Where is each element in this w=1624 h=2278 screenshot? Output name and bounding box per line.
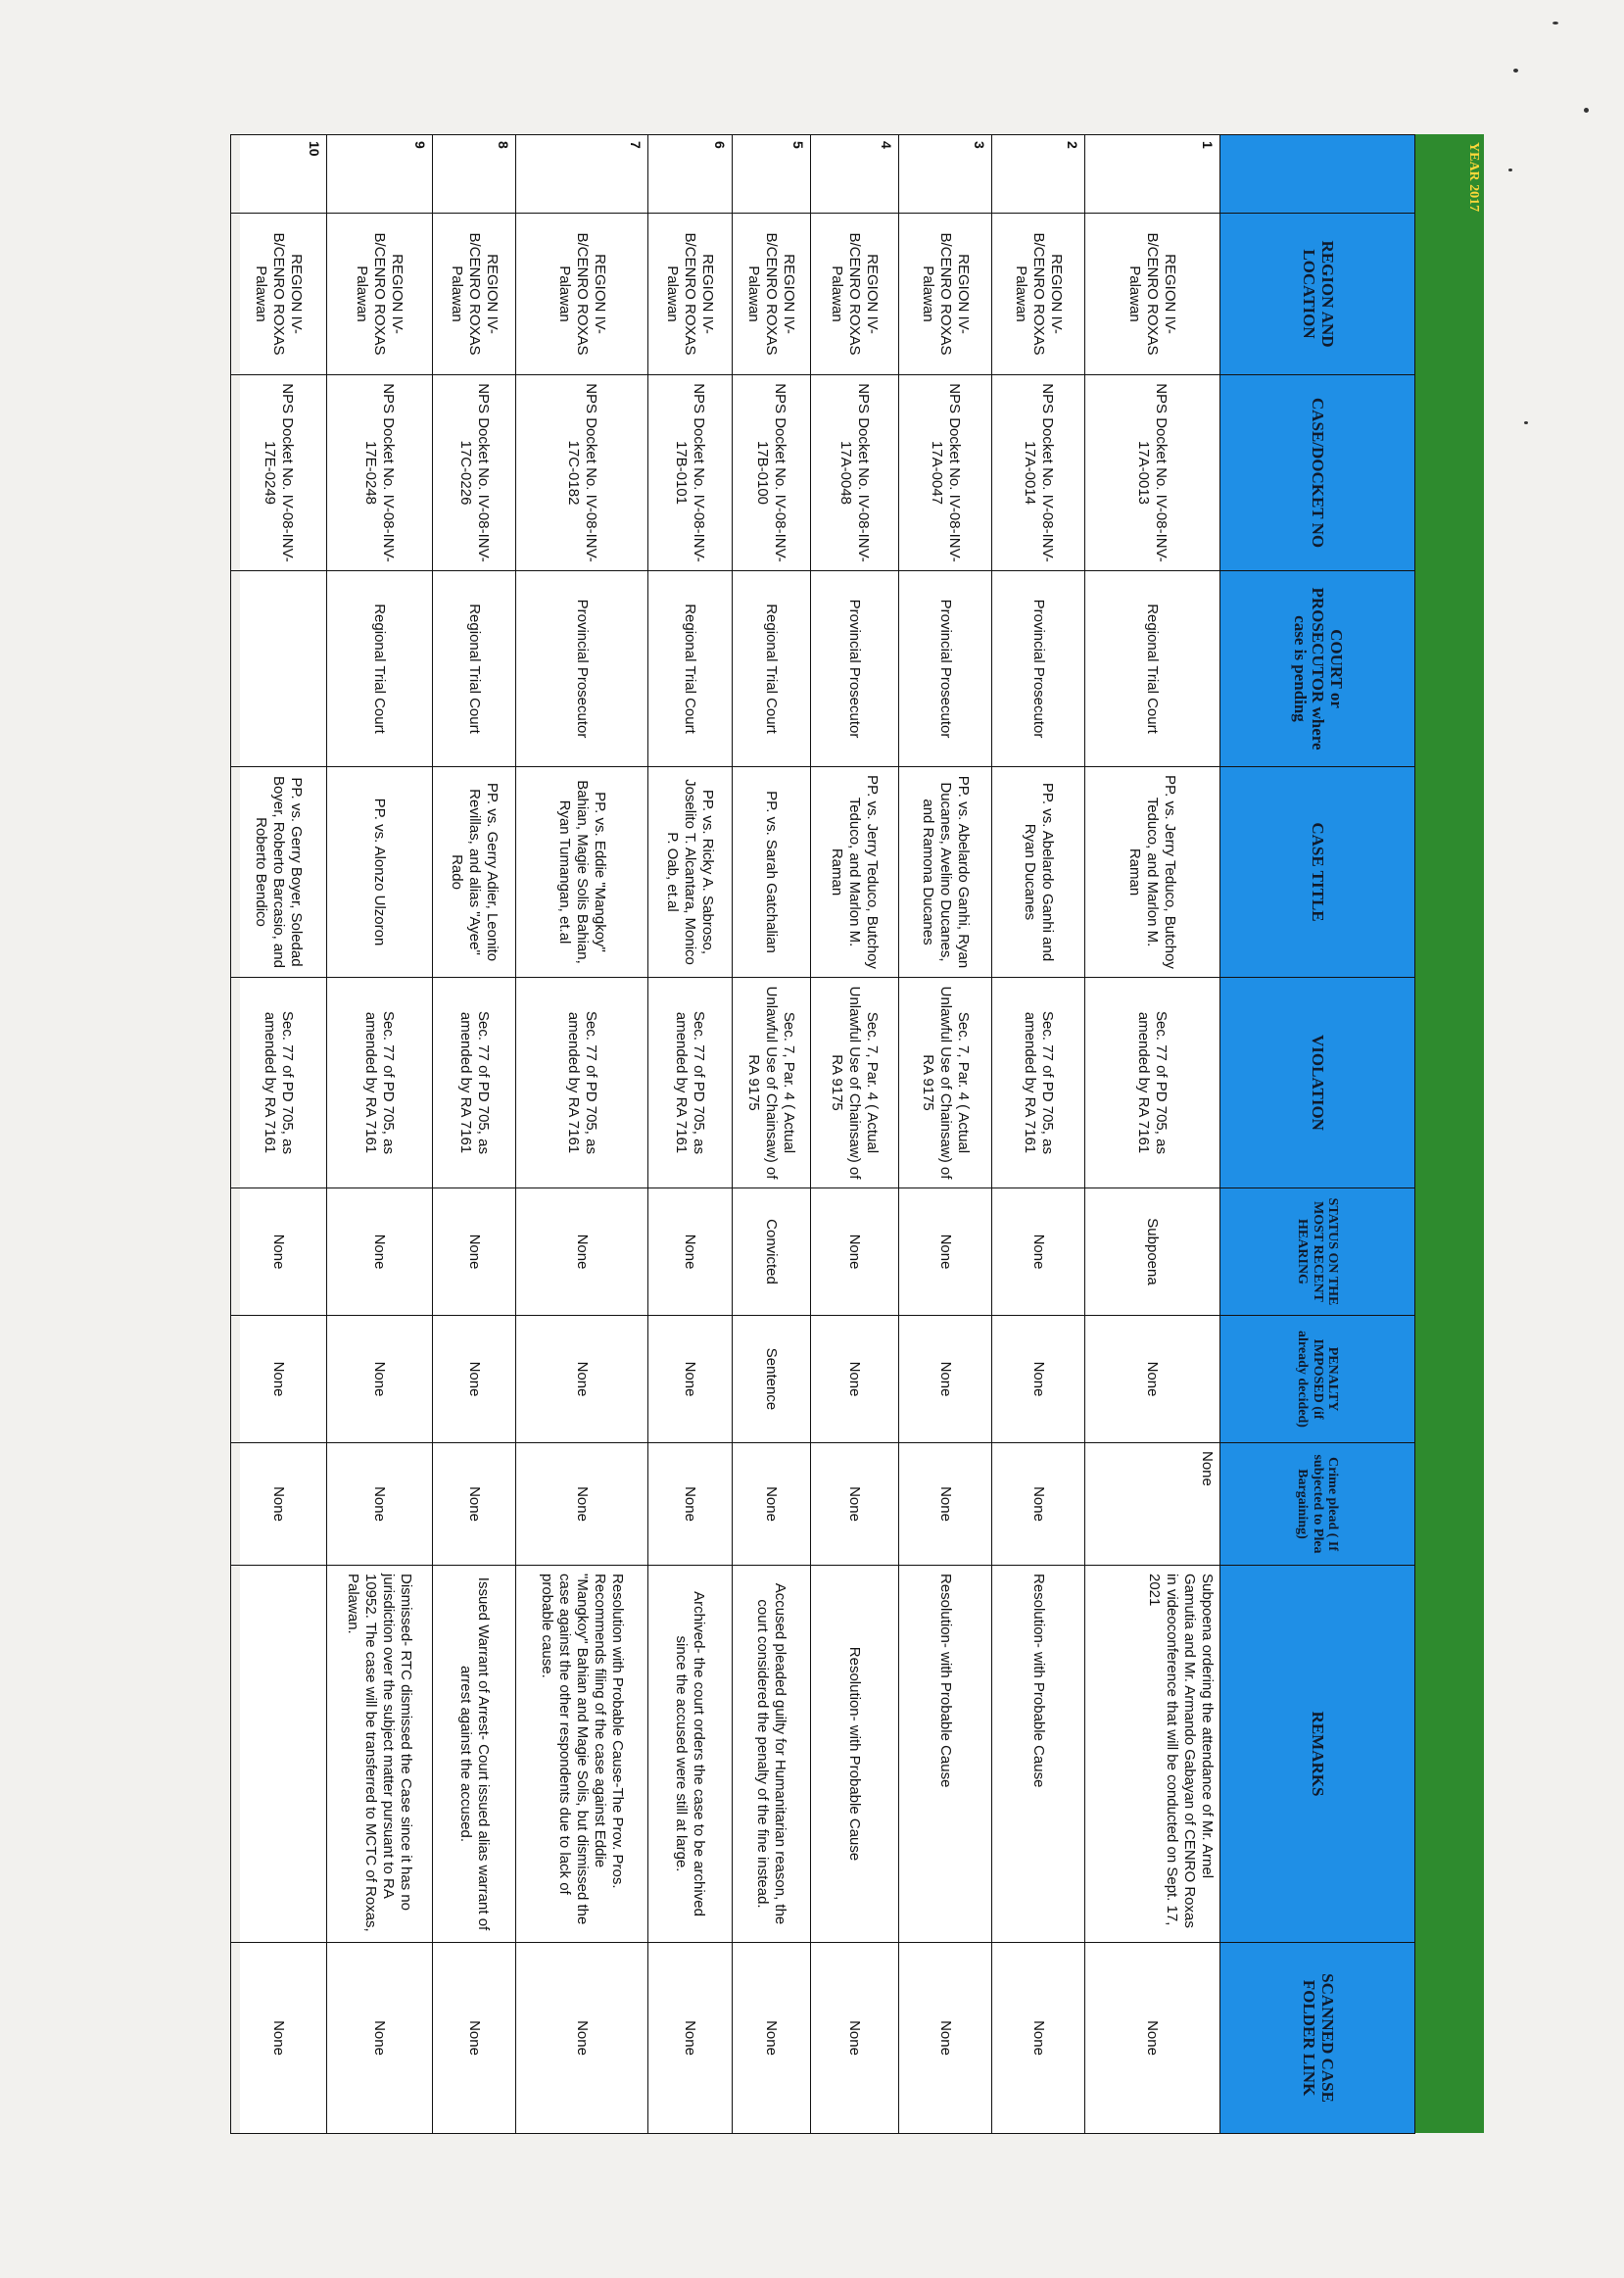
violation-cell: Sec. 7, Par. 4 ( Actual Unlawful Use of Chainsaw) of RA 9175 xyxy=(811,978,899,1188)
plea-cell: None xyxy=(992,1443,1085,1566)
plea-cell: None xyxy=(327,1443,433,1566)
link-cell: None xyxy=(811,1943,899,2134)
row-number: 8 xyxy=(433,135,516,214)
court-cell: Regional Trial Court xyxy=(327,571,433,767)
col-header-plea: Crime plead ( If subjected to Plea Bargaining) xyxy=(1220,1443,1415,1566)
year-band xyxy=(1415,134,1484,2133)
penalty-cell: Sentence xyxy=(733,1316,811,1443)
remarks-cell: Resolution- with Probable Cause xyxy=(811,1566,899,1943)
col-header-title: CASE TITLE xyxy=(1220,767,1415,978)
link-cell: None xyxy=(648,1943,733,2134)
row-number: 4 xyxy=(811,135,899,214)
status-cell: None xyxy=(899,1188,992,1316)
status-cell: Subpoena xyxy=(1085,1188,1220,1316)
status-cell: None xyxy=(327,1188,433,1316)
link-cell: None xyxy=(433,1943,516,2134)
col-header-court: COURT or PROSECUTOR where case is pending xyxy=(1220,571,1415,767)
court-cell: Provincial Prosecutor xyxy=(811,571,899,767)
title-cell: PP. vs. Ricky A. Sabroso, Joselito T. Alcantara, Monico P. Oab, et.al xyxy=(648,767,733,978)
remarks-cell xyxy=(231,1566,327,1943)
docket-cell: NPS Docket No. IV-08-INV-17E-0249 xyxy=(231,375,327,571)
penalty-cell: None xyxy=(433,1316,516,1443)
violation-cell: Sec. 77 of PD 705, as amended by RA 7161 xyxy=(433,978,516,1188)
violation-cell: Sec. 7, Par. 4 ( Actual Unlawful Use of Chainsaw) of RA 9175 xyxy=(899,978,992,1188)
table-row xyxy=(899,135,992,2134)
region-cell: REGION IV-B/CENRO ROXAS Palawan xyxy=(433,214,516,375)
row-number: 9 xyxy=(327,135,433,214)
region-cell: REGION IV-B/CENRO ROXAS Palawan xyxy=(327,214,433,375)
link-cell: None xyxy=(231,1943,327,2134)
row-number: 3 xyxy=(899,135,992,214)
penalty-cell: None xyxy=(1085,1316,1220,1443)
row-number: 1 xyxy=(1085,135,1220,214)
region-cell: REGION IV-B/CENRO ROXAS Palawan xyxy=(811,214,899,375)
title-cell: PP. vs. Alonzo Ulzoron xyxy=(327,767,433,978)
region-cell: REGION IV-B/CENRO ROXAS Palawan xyxy=(516,214,648,375)
violation-cell: Sec. 77 of PD 705, as amended by RA 7161 xyxy=(992,978,1085,1188)
docket-cell: NPS Docket No. IV-08-INV-17A-0048 xyxy=(811,375,899,571)
table-row xyxy=(327,135,433,2134)
scan-speck xyxy=(1584,108,1589,113)
violation-cell: Sec. 77 of PD 705, as amended by RA 7161 xyxy=(648,978,733,1188)
court-cell: Regional Trial Court xyxy=(1085,571,1220,767)
col-header-penalty: PENALTY IMPOSED (if already decided) xyxy=(1220,1316,1415,1443)
row-number: 7 xyxy=(516,135,648,214)
table-row xyxy=(648,135,733,2134)
title-cell: PP. vs. Abelardo Ganhi, Ryan Ducanes, Avelino Ducanes, and Ramona Ducanes xyxy=(899,767,992,978)
status-cell: None xyxy=(648,1188,733,1316)
plea-cell: None xyxy=(811,1443,899,1566)
link-cell: None xyxy=(516,1943,648,2134)
remarks-cell: Archived- the court orders the case to be archived since the accused were still at large. xyxy=(648,1566,733,1943)
court-cell: Regional Trial Court xyxy=(648,571,733,767)
title-cell: PP. vs. Eddie "Mangkoy" Bahian, Magie Solis Bahian, Ryan Tumangan, et.al xyxy=(516,767,648,978)
link-cell: None xyxy=(733,1943,811,2134)
penalty-cell: None xyxy=(899,1316,992,1443)
docket-cell: NPS Docket No. IV-08-INV-17B-0101 xyxy=(648,375,733,571)
remarks-cell: Resolution with Probable Cause-The Prov. Pros. Recommends filing of the case against Eddie "Mangkoy" Bahian and Magie Solis, but dismissed the case against the other respondents due to lack of probable cause. xyxy=(516,1566,648,1943)
col-header-link: SCANNED CASE FOLDER LINK xyxy=(1220,1943,1415,2134)
col-header-violation: VIOLATION xyxy=(1220,978,1415,1188)
col-header-docket: CASE/DOCKET NO xyxy=(1220,375,1415,571)
col-header-region: REGION AND LOCATION xyxy=(1220,214,1415,375)
plea-cell: None xyxy=(733,1443,811,1566)
plea-cell: None xyxy=(231,1443,327,1566)
region-cell: REGION IV-B/CENRO ROXAS Palawan xyxy=(1085,214,1220,375)
col-header-remarks: REMARKS xyxy=(1220,1566,1415,1943)
link-cell: None xyxy=(1085,1943,1220,2134)
title-cell: PP. vs. Gerry Boyer, Soledad Boyer, Roberto Barcasio, and Roberto Bendico xyxy=(231,767,327,978)
status-cell: None xyxy=(992,1188,1085,1316)
status-cell: None xyxy=(231,1188,327,1316)
penalty-cell: None xyxy=(992,1316,1085,1443)
docket-cell: NPS Docket No. IV-08-INV-17B-0100 xyxy=(733,375,811,571)
penalty-cell: None xyxy=(648,1316,733,1443)
plea-cell: None xyxy=(899,1443,992,1566)
link-cell: None xyxy=(899,1943,992,2134)
region-cell: REGION IV-B/CENRO ROXAS Palawan xyxy=(648,214,733,375)
status-cell: None xyxy=(433,1188,516,1316)
region-cell: REGION IV-B/CENRO ROXAS Palawan xyxy=(733,214,811,375)
court-cell: Provincial Prosecutor xyxy=(992,571,1085,767)
penalty-cell: None xyxy=(327,1316,433,1443)
table-row xyxy=(992,135,1085,2134)
court-cell: Regional Trial Court xyxy=(433,571,516,767)
violation-cell: Sec. 77 of PD 705, as amended by RA 7161 xyxy=(231,978,327,1188)
plea-cell: None xyxy=(516,1443,648,1566)
table-row xyxy=(811,135,899,2134)
row-number: 5 xyxy=(733,135,811,214)
scan-speck xyxy=(1552,22,1558,24)
header-row xyxy=(1220,135,1415,2134)
case-table xyxy=(230,134,1415,2134)
scan-speck xyxy=(1513,69,1518,73)
docket-cell: NPS Docket No. IV-08-INV-17A-0014 xyxy=(992,375,1085,571)
plea-cell: None xyxy=(1085,1443,1220,1566)
title-cell: PP. vs. Abelardo Ganhi and Ryan Ducanes xyxy=(992,767,1085,978)
docket-cell: NPS Docket No. IV-08-INV-17E-0248 xyxy=(327,375,433,571)
plea-cell: None xyxy=(433,1443,516,1566)
violation-cell: Sec. 77 of PD 705, as amended by RA 7161 xyxy=(1085,978,1220,1188)
court-cell xyxy=(231,571,327,767)
table-row xyxy=(433,135,516,2134)
col-header-status: STATUS ON THE MOST RECENT HEARING xyxy=(1220,1188,1415,1316)
status-cell: Convicted xyxy=(733,1188,811,1316)
title-cell: PP. vs. Jerry Teduco, Butchoy Teduco, and Marlon M. Raman xyxy=(811,767,899,978)
link-cell: None xyxy=(327,1943,433,2134)
court-cell: Provincial Prosecutor xyxy=(899,571,992,767)
docket-cell: NPS Docket No. IV-08-INV-17C-0182 xyxy=(516,375,648,571)
remarks-cell: Dismissed- RTC dismissed the Case since it has no jurisdiction over the subject matter pursuant to RA 10952. The case will be transferred to MCTC of Roxas, Palawan. xyxy=(327,1566,433,1943)
court-cell: Provincial Prosecutor xyxy=(516,571,648,767)
docket-cell: NPS Docket No. IV-08-INV-17A-0013 xyxy=(1085,375,1220,571)
title-cell: PP. vs. Gerry Adier, Leonito Revillas, and alias "Ayee" Rado xyxy=(433,767,516,978)
penalty-cell: None xyxy=(231,1316,327,1443)
status-cell: None xyxy=(516,1188,648,1316)
title-cell: PP. vs. Sarah Gatchalian xyxy=(733,767,811,978)
remarks-cell: Resolution- with Probable Cause xyxy=(899,1566,992,1943)
violation-cell: Sec. 7, Par. 4 ( Actual Unlawful Use of Chainsaw) of RA 9175 xyxy=(733,978,811,1188)
row-number: 6 xyxy=(648,135,733,214)
remarks-cell: Subpoena ordering the attendance of Mr. Arnel Gamutia and Mr. Armando Gabayan of CENRO Roxas in videoconference that will be conducted on Sept. 17, 2021 xyxy=(1085,1566,1220,1943)
region-cell: REGION IV-B/CENRO ROXAS Palawan xyxy=(992,214,1085,375)
col-header-no xyxy=(1220,135,1415,214)
case-report-sheet xyxy=(240,134,1484,2133)
year-label: YEAR 2017 xyxy=(1466,142,1481,213)
table-row xyxy=(231,135,327,2134)
table-row xyxy=(516,135,648,2134)
plea-cell: None xyxy=(648,1443,733,1566)
scan-speck xyxy=(1508,169,1512,171)
region-cell: REGION IV-B/CENRO ROXAS Palawan xyxy=(231,214,327,375)
status-cell: None xyxy=(811,1188,899,1316)
penalty-cell: None xyxy=(516,1316,648,1443)
table-row xyxy=(733,135,811,2134)
table-row xyxy=(1085,135,1220,2134)
docket-cell: NPS Docket No. IV-08-INV-17C-0226 xyxy=(433,375,516,571)
docket-cell: NPS Docket No. IV-08-INV-17A-0047 xyxy=(899,375,992,571)
region-cell: REGION IV-B/CENRO ROXAS Palawan xyxy=(899,214,992,375)
violation-cell: Sec. 77 of PD 705, as amended by RA 7161 xyxy=(516,978,648,1188)
link-cell: None xyxy=(992,1943,1085,2134)
title-cell: PP. vs. Jerry Teduco, Butchoy Teduco, and Marlon M. Raman xyxy=(1085,767,1220,978)
penalty-cell: None xyxy=(811,1316,899,1443)
row-number: 2 xyxy=(992,135,1085,214)
scan-speck xyxy=(1524,421,1528,424)
remarks-cell: Issued Warrant of Arrest- Court issued alias warrant of arrest against the accused. xyxy=(433,1566,516,1943)
court-cell: Regional Trial Court xyxy=(733,571,811,767)
remarks-cell: Resolution- with Probable Cause xyxy=(992,1566,1085,1943)
row-number: 10 xyxy=(231,135,327,214)
remarks-cell: Accused pleaded guilty for Humanitarian reason, the court considered the penalty of the fine instead. xyxy=(733,1566,811,1943)
violation-cell: Sec. 77 of PD 705, as amended by RA 7161 xyxy=(327,978,433,1188)
